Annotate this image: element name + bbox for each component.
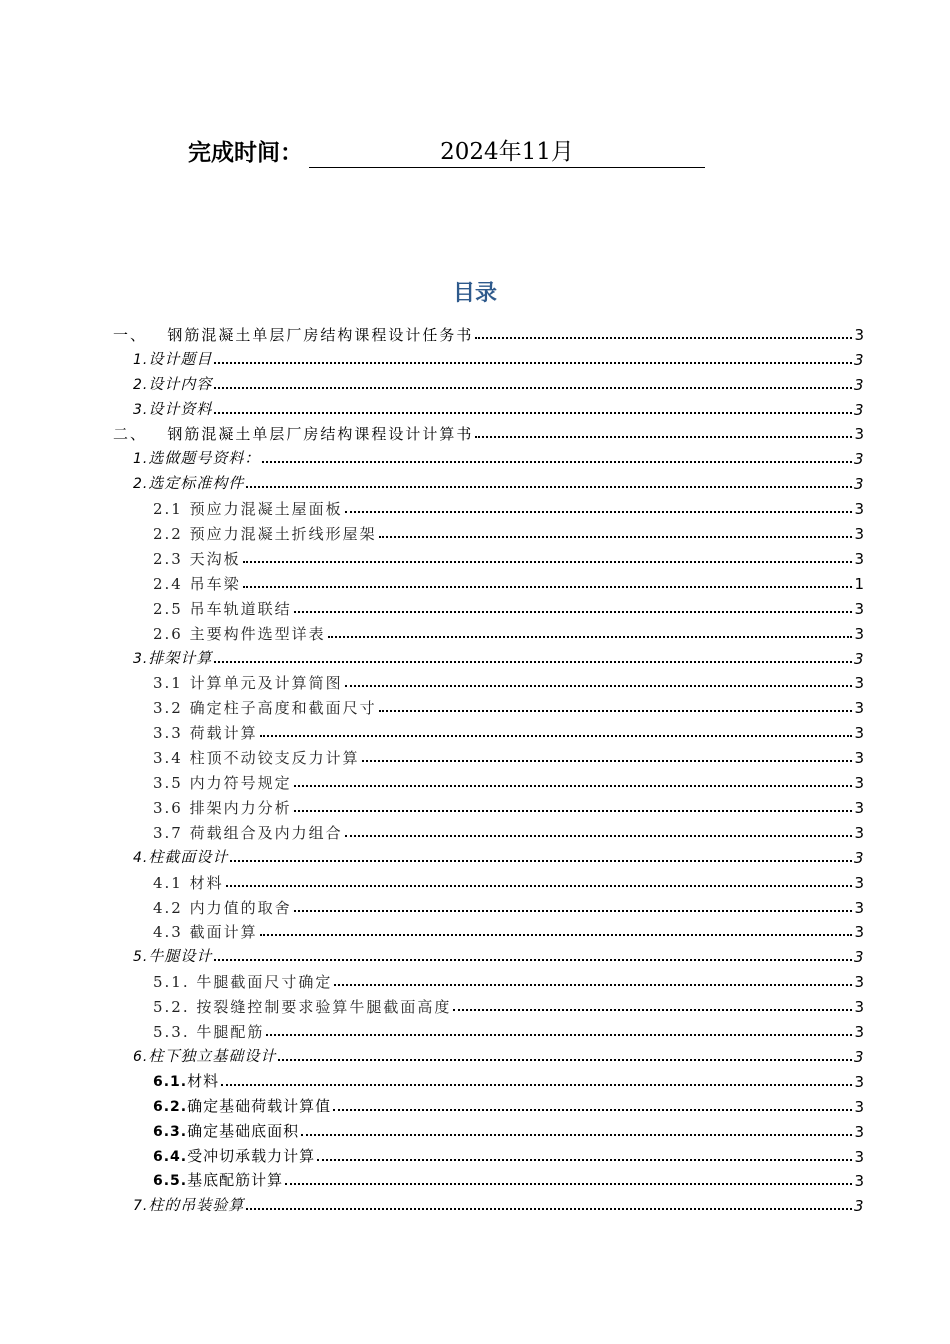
toc-entry-label: [153, 1096, 331, 1117]
toc-entry[interactable]: [0, 494, 950, 519]
toc-leader-dots: [262, 461, 852, 463]
toc-entry-number: 5.: [133, 949, 149, 966]
toc-entry-text: 排架内力分析: [189, 798, 292, 817]
toc-entry-text: 截面计算: [189, 923, 258, 942]
toc-entry-text: 牛腿截面尺寸确定: [196, 973, 333, 992]
toc-entry[interactable]: [0, 544, 950, 569]
toc-entry[interactable]: [0, 669, 950, 694]
toc-entry-text: 基底配筋计算: [187, 1171, 284, 1190]
toc-entry-number: 2.4: [153, 574, 183, 593]
toc-entry-number: 3.6: [153, 798, 183, 817]
toc-entry-text: 柱下独立基础设计: [148, 1046, 277, 1065]
toc-entry-label: [153, 624, 326, 644]
toc-entry-label: [153, 898, 292, 918]
toc-entry-label: [113, 325, 473, 345]
toc-entry-number: 5.2.: [153, 998, 190, 1017]
toc-entry-page: 3: [854, 1147, 864, 1166]
toc-entry-page: 3: [854, 525, 864, 544]
toc-leader-dots: [278, 1059, 852, 1061]
toc-entry-number: 1.: [133, 451, 149, 468]
toc-entry-page: 3: [854, 798, 864, 817]
toc-entry-text: 主要构件选型详表: [189, 624, 326, 643]
toc-entry-page: 3: [854, 774, 864, 793]
toc-entry-number: 2.2: [153, 525, 183, 544]
toc-entry-number: 5.1.: [153, 973, 190, 992]
toc-entry-page: 3: [854, 350, 865, 369]
toc-entry-label: [133, 946, 212, 967]
completion-time-label: 完成时间：: [188, 140, 303, 166]
toc-entry-number: 4.2: [153, 898, 183, 917]
toc-entry-page: 3: [854, 948, 865, 967]
toc-entry-page: 3: [854, 724, 864, 743]
toc-entry-text: 确定基础荷载计算值: [187, 1096, 332, 1115]
toc-entry-number: 6.3.: [153, 1123, 188, 1140]
toc-entry-label: [133, 847, 228, 868]
toc-entry-label: [133, 1046, 276, 1067]
toc-entry-number: 1.: [133, 351, 149, 368]
toc-entry-page: 3: [854, 973, 864, 992]
toc-entry-text: 内力符号规定: [189, 774, 292, 793]
toc-entry-label: [153, 922, 258, 942]
toc-entry[interactable]: [0, 893, 950, 918]
toc-leader-dots: [243, 586, 852, 588]
toc-entry-text: 预应力混凝土折线形屋架: [189, 525, 377, 544]
toc-entry-page: 3: [854, 624, 864, 643]
toc-entry-text: 天沟板: [189, 549, 241, 568]
toc-entry-number: 7.: [133, 1198, 149, 1215]
toc-entry-number: 二、: [113, 425, 148, 444]
toc-entry[interactable]: [0, 1067, 950, 1092]
toc-entry-text: 吊车轨道联结: [189, 599, 292, 618]
toc-leader-dots: [379, 710, 852, 712]
toc-entry[interactable]: [0, 992, 950, 1017]
toc-entry[interactable]: [0, 868, 950, 893]
toc-entry[interactable]: [0, 1167, 950, 1192]
toc-entry-text: 柱顶不动铰支反力计算: [189, 749, 360, 768]
toc-entry-text: 确定基础底面积: [187, 1121, 300, 1140]
toc-entry[interactable]: [0, 818, 950, 843]
toc-entry-label: [133, 448, 260, 469]
toc-entry-label: [153, 499, 343, 519]
toc-entry-label: [153, 997, 451, 1017]
toc-entry-number: 2.3: [153, 549, 183, 568]
toc-entry-page: 3: [854, 500, 864, 519]
toc-entry-page: 3: [854, 649, 865, 668]
toc-leader-dots: [214, 387, 852, 389]
toc-entry-text: 确定柱子高度和截面尺寸: [189, 699, 377, 718]
toc-entry-text: 钢筋混凝土单层厂房结构课程设计任务书: [167, 325, 474, 344]
toc-entry-label: [113, 424, 473, 444]
toc-entry-text: 内力值的取舍: [189, 898, 292, 917]
toc-entry-text: 按裂缝控制要求验算牛腿截面高度: [196, 998, 452, 1017]
toc-entry-label: [133, 473, 244, 494]
toc-entry-number: 3.: [133, 650, 149, 667]
toc-entry-label: [153, 972, 332, 992]
toc-leader-dots: [260, 735, 852, 737]
toc-leader-dots: [328, 636, 852, 638]
toc-entry[interactable]: [0, 694, 950, 719]
toc-entry-label: [153, 549, 241, 569]
toc-entry[interactable]: [0, 1142, 950, 1167]
toc-entry[interactable]: [0, 793, 950, 818]
toc-leader-dots: [214, 412, 852, 414]
toc-entry[interactable]: [0, 445, 950, 470]
toc-entry-page: 3: [854, 898, 864, 917]
toc-entry-page: 3: [854, 848, 865, 867]
toc-leader-dots: [475, 337, 852, 339]
toc-entry-page: 3: [854, 1172, 864, 1191]
toc-leader-dots: [334, 984, 852, 986]
completion-time-value: 2024年11月: [309, 137, 705, 168]
toc-entry-page: 3: [854, 699, 864, 718]
toc-leader-dots: [453, 1009, 852, 1011]
toc-entry[interactable]: [0, 370, 950, 395]
toc-entry-page: 3: [854, 674, 864, 693]
toc-entry-page: 3: [854, 998, 864, 1017]
toc-entry-page: 3: [854, 475, 865, 494]
toc-leader-dots: [214, 959, 852, 961]
toc-entry[interactable]: [0, 469, 950, 494]
toc-entry-page: 3: [854, 873, 864, 892]
toc-entry[interactable]: [0, 967, 950, 992]
toc-leader-dots: [294, 910, 852, 912]
toc-entry-number: 2.: [133, 476, 149, 493]
toc-entry-number: 3.4: [153, 749, 183, 768]
toc-entry-number: 4.: [133, 849, 149, 866]
toc-entry-number: 2.6: [153, 624, 183, 643]
toc-entry-number: 3.1: [153, 674, 183, 693]
toc-leader-dots: [214, 661, 852, 663]
toc-entry-label: [153, 1121, 299, 1142]
toc-leader-dots: [246, 1208, 852, 1210]
toc-entry-page: 3: [854, 425, 864, 444]
toc-leader-dots: [221, 1084, 852, 1086]
toc-entry-label: [153, 1170, 283, 1191]
toc-leader-dots: [243, 561, 852, 563]
toc-entry-number: 4.3: [153, 923, 183, 942]
completion-time: [188, 134, 705, 168]
toc-entry-label: [153, 1071, 219, 1092]
toc-entry-text: 牛腿设计: [148, 947, 213, 966]
toc-entry-label: [133, 349, 212, 370]
toc-leader-dots: [246, 486, 852, 488]
toc-leader-dots: [345, 511, 852, 513]
toc-entry-number: 6.5.: [153, 1173, 188, 1190]
toc-entry-text: 设计内容: [148, 374, 213, 393]
toc-entry-page: 3: [854, 450, 865, 469]
toc-entry-page: 3: [854, 923, 864, 942]
toc-entry-text: 荷载组合及内力组合: [189, 823, 343, 842]
toc-entry-number: 3.: [133, 401, 149, 418]
toc-entry[interactable]: [0, 1042, 950, 1067]
toc-entry[interactable]: [0, 1192, 950, 1217]
toc-entry-text: 荷载计算: [189, 724, 258, 743]
toc-leader-dots: [260, 934, 852, 936]
toc-leader-dots: [226, 885, 852, 887]
toc-entry-number: 2.: [133, 376, 149, 393]
toc-leader-dots: [214, 362, 852, 364]
toc-leader-dots: [345, 835, 852, 837]
toc-entry-label: [133, 1195, 244, 1216]
toc-entry-page: 3: [854, 1097, 864, 1116]
toc-entry[interactable]: [0, 519, 950, 544]
toc-entry[interactable]: [0, 943, 950, 968]
toc-entry-text: 选做题号资料：: [148, 449, 261, 468]
toc-entry-page: 3: [854, 549, 864, 568]
toc-entry-label: [133, 399, 212, 420]
toc-entry-text: 设计题目: [148, 349, 213, 368]
toc-entry-number: 6.4.: [153, 1148, 188, 1165]
toc-entry-text: 材料: [189, 873, 224, 892]
toc-entry-label: [153, 673, 343, 693]
toc-entry-page: 3: [854, 1072, 864, 1091]
toc-entry[interactable]: [0, 1117, 950, 1142]
toc-entry[interactable]: [0, 1092, 950, 1117]
toc-leader-dots: [294, 611, 852, 613]
toc-entry-number: 5.3.: [153, 1023, 190, 1042]
toc-entry-label: [153, 599, 292, 619]
toc-leader-dots: [266, 1034, 852, 1036]
toc-entry-number: 一、: [113, 325, 148, 344]
toc-entry-page: 3: [854, 749, 864, 768]
toc-entry[interactable]: [0, 743, 950, 768]
toc-title: 目录: [452, 281, 497, 306]
toc-entry[interactable]: [0, 768, 950, 793]
toc-entry-text: 柱的吊装验算: [148, 1196, 245, 1215]
toc-entry-text: 钢筋混凝土单层厂房结构课程设计计算书: [167, 425, 474, 444]
toc-leader-dots: [230, 860, 852, 862]
toc-entry-number: 6.1.: [153, 1073, 188, 1090]
toc-entry-page: 3: [854, 325, 864, 344]
toc-leader-dots: [379, 536, 852, 538]
toc-entry-page: 3: [854, 1047, 865, 1066]
toc-entry-text: 柱截面设计: [148, 847, 229, 866]
toc-leader-dots: [285, 1183, 852, 1185]
toc-entry-label: [153, 798, 292, 818]
toc-entry-label: [153, 748, 360, 768]
toc-entry-text: 牛腿配筋: [196, 1023, 265, 1042]
toc-entry-page: 3: [854, 1197, 865, 1216]
toc-entry-label: [153, 1022, 264, 1042]
toc-leader-dots: [301, 1134, 852, 1136]
toc-entry-number: 6.: [133, 1048, 149, 1065]
toc-entry[interactable]: [0, 345, 950, 370]
toc-entry[interactable]: [0, 619, 950, 644]
toc-entry-text: 受冲切承载力计算: [187, 1146, 316, 1165]
toc-entry-page: 3: [854, 599, 864, 618]
toc-entry-page: 3: [854, 375, 865, 394]
toc-entry[interactable]: [0, 718, 950, 743]
toc-entry[interactable]: [0, 420, 950, 445]
toc-entry-label: [153, 698, 377, 718]
toc-leader-dots: [294, 785, 852, 787]
toc-entry-text: 设计资料: [148, 399, 213, 418]
toc-entry-label: [153, 823, 343, 843]
toc-entry-page: 3: [854, 400, 865, 419]
toc-entry-label: [133, 374, 212, 395]
toc-entry-number: 4.1: [153, 873, 183, 892]
toc-entry-label: [133, 648, 212, 669]
toc-entry[interactable]: [0, 320, 950, 345]
toc-entry[interactable]: [0, 395, 950, 420]
toc-entry[interactable]: [0, 843, 950, 868]
toc-leader-dots: [333, 1109, 852, 1111]
toc-entry-page: 1: [854, 574, 864, 593]
toc-entry-text: 材料: [187, 1071, 220, 1090]
toc-entry-text: 吊车梁: [189, 574, 241, 593]
toc-entry-text: 选定标准构件: [148, 474, 245, 493]
toc-entry-number: 2.5: [153, 599, 183, 618]
toc-entry-number: 3.5: [153, 774, 183, 793]
toc-entry-label: [153, 873, 224, 893]
toc-leader-dots: [294, 810, 852, 812]
toc-entry-text: 计算单元及计算简图: [189, 674, 343, 693]
toc-entry[interactable]: [0, 1017, 950, 1042]
toc-entry-label: [153, 574, 241, 594]
toc-entry-page: 3: [854, 823, 864, 842]
toc-entry-label: [153, 524, 377, 544]
toc-leader-dots: [345, 685, 852, 687]
toc-entry-label: [153, 723, 258, 743]
toc-entry[interactable]: [0, 594, 950, 619]
toc-leader-dots: [317, 1159, 852, 1161]
toc-entry-text: 排架计算: [148, 648, 213, 667]
toc-entry-number: 2.1: [153, 500, 183, 519]
toc-entry-page: 3: [854, 1023, 864, 1042]
toc-entry[interactable]: [0, 644, 950, 669]
toc-entry-label: [153, 1146, 315, 1167]
toc-entry-label: [153, 773, 292, 793]
toc-entry-text: 预应力混凝土屋面板: [189, 500, 343, 519]
toc-entry-number: 3.3: [153, 724, 183, 743]
toc-entry-page: 3: [854, 1122, 864, 1141]
toc-leader-dots: [475, 436, 852, 438]
toc-entry-number: 3.2: [153, 699, 183, 718]
toc-leader-dots: [362, 760, 852, 762]
toc-entry-number: 3.7: [153, 823, 183, 842]
toc-entry[interactable]: [0, 918, 950, 943]
toc-entry-number: 6.2.: [153, 1098, 188, 1115]
toc-entry[interactable]: [0, 569, 950, 594]
